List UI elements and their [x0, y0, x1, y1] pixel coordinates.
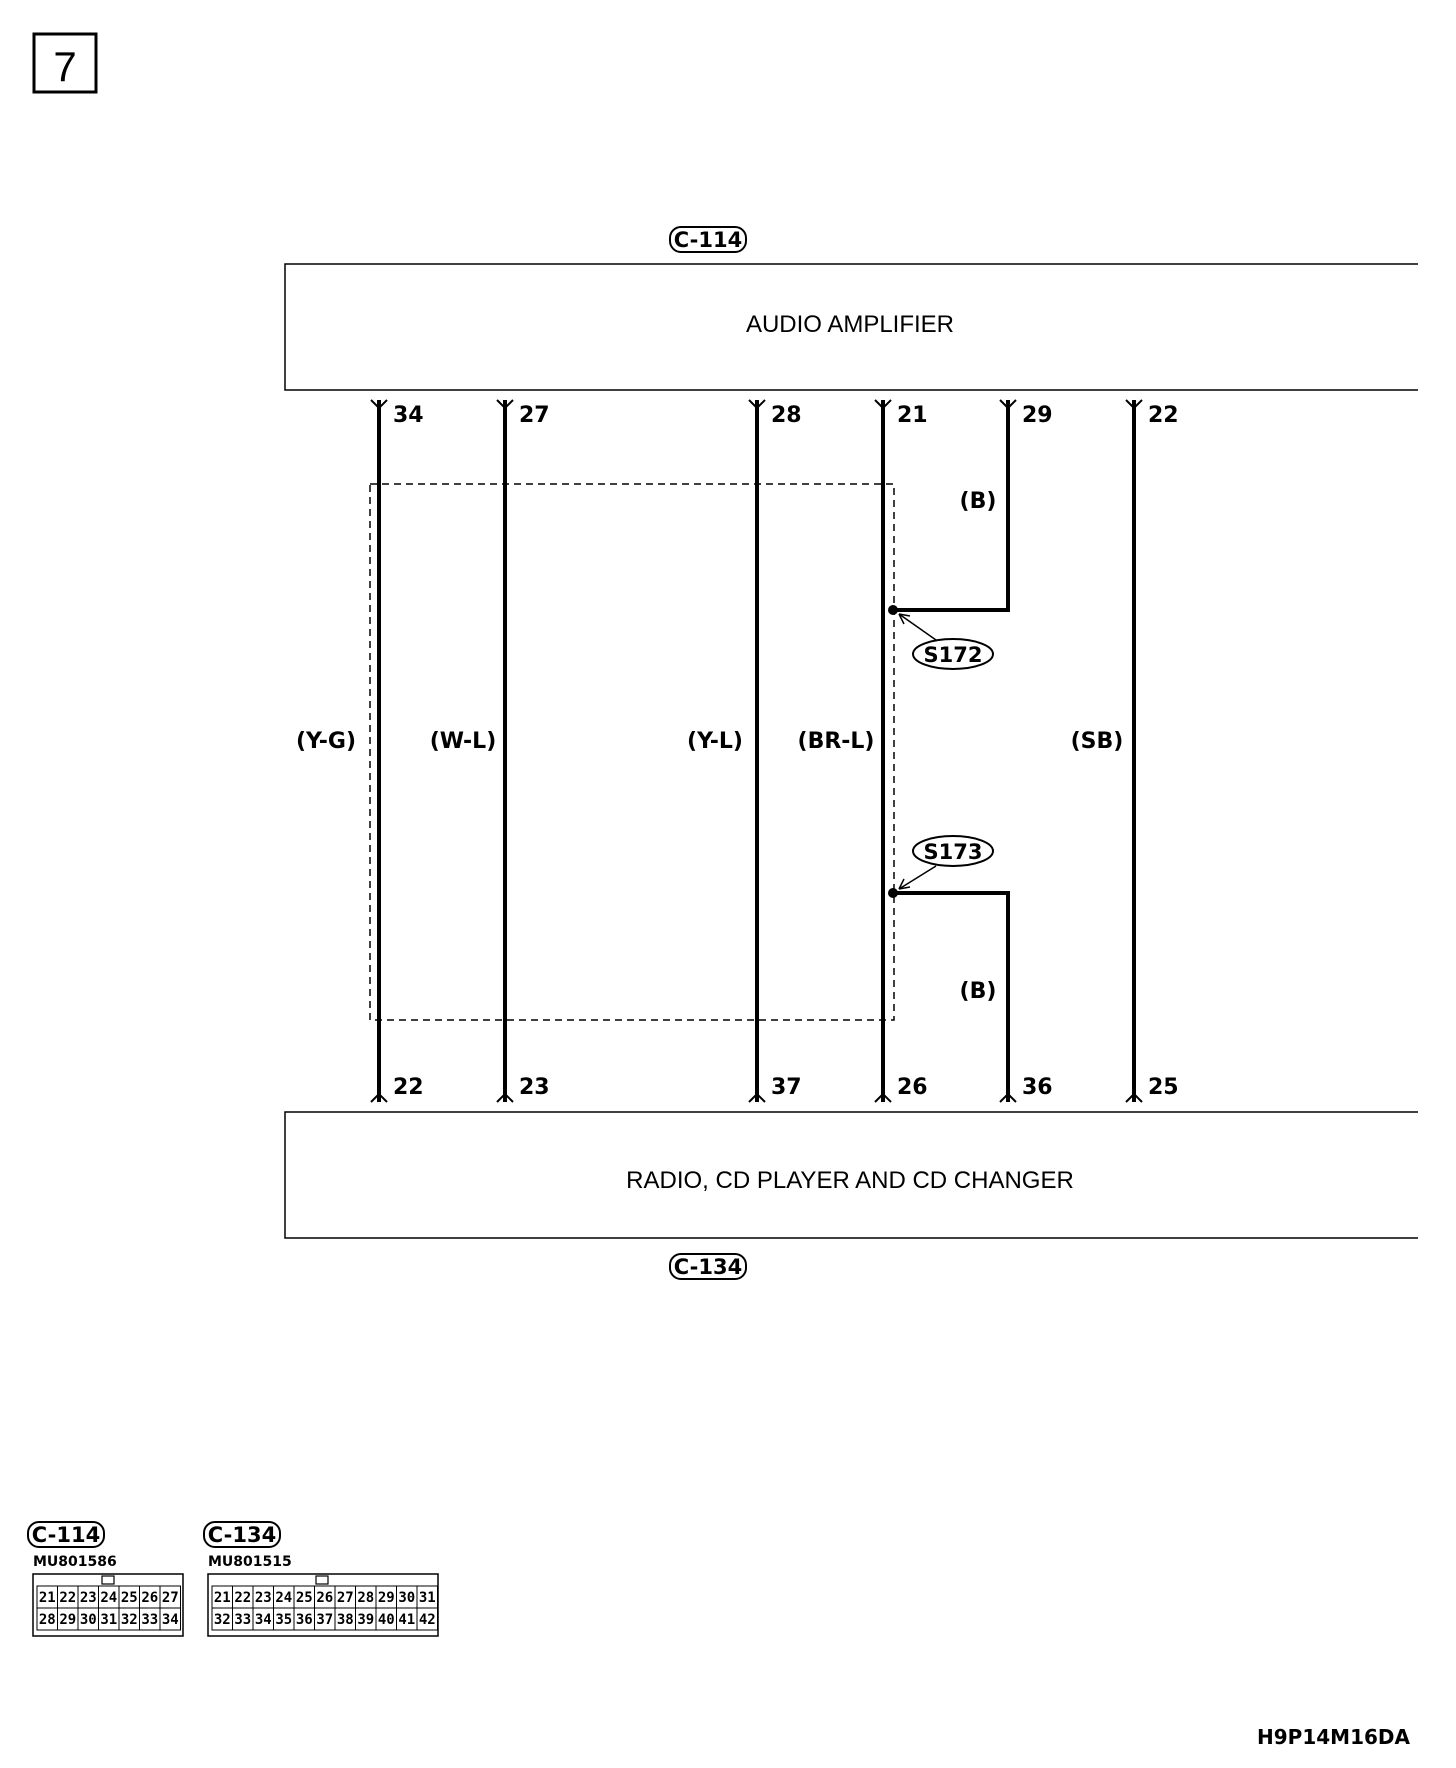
connector-pin-number: 34 [161, 1612, 179, 1628]
connector-pin-number: 39 [357, 1612, 375, 1628]
connector-pin-number: 24 [100, 1590, 118, 1606]
audio-amplifier-box [285, 264, 1418, 390]
wire-1 [296, 400, 424, 1102]
connector-pin-number: 29 [377, 1590, 395, 1606]
connector-pin-number: 26 [141, 1590, 159, 1606]
connector-view-c134 [204, 1522, 438, 1636]
connector-pin-number: 30 [398, 1590, 416, 1606]
connector-pin-number: 42 [418, 1612, 436, 1628]
connector-pin-number: 41 [398, 1612, 416, 1628]
connector-tag-c114 [670, 227, 746, 252]
pin-label-top: 27 [519, 403, 550, 428]
connector-latch [102, 1576, 114, 1584]
connector-tag-c134 [670, 1254, 746, 1279]
figure-code: H9P14M16DA [1257, 1725, 1410, 1749]
connector-pin-number: 37 [316, 1612, 334, 1628]
connector-tag-c134-label: C-134 [673, 1255, 743, 1279]
connector-part-number: MU801586 [33, 1554, 117, 1570]
connector-pin-number: 22 [59, 1590, 77, 1606]
connector-pin-number: 35 [275, 1612, 293, 1628]
wire-color-label: (BR-L) [797, 729, 875, 754]
splice-dot [888, 888, 898, 898]
connector-pin-number: 32 [213, 1612, 231, 1628]
pin-label-bottom: 22 [393, 1075, 424, 1100]
connector-view-c114 [28, 1522, 183, 1636]
splice-dot [888, 605, 898, 615]
connector-latch [316, 1576, 328, 1584]
pin-label-top: 34 [393, 403, 424, 428]
connector-pin-number: 31 [418, 1590, 436, 1606]
radio-label: RADIO, CD PLAYER AND CD CHANGER [626, 1167, 1074, 1194]
connector-pin-number: 30 [79, 1612, 97, 1628]
connector-pin-number: 24 [275, 1590, 293, 1606]
pin-label-bottom: 26 [897, 1075, 928, 1100]
connector-pin-number: 23 [79, 1590, 97, 1606]
page-number-box [34, 34, 96, 92]
wire-color-label-lower: (B) [959, 979, 997, 1004]
connector-pin-number: 33 [234, 1612, 252, 1628]
pin-label-top: 28 [771, 403, 802, 428]
connector-pin-number: 21 [213, 1590, 231, 1606]
pin-label-top: 22 [1148, 403, 1179, 428]
wire-5 [893, 400, 1053, 1102]
connector-pin-number: 33 [141, 1612, 159, 1628]
pin-label-top: 29 [1022, 403, 1053, 428]
connector-pin-number: 38 [336, 1612, 354, 1628]
connector-part-number: MU801515 [208, 1554, 292, 1570]
pin-label-top: 21 [897, 403, 928, 428]
connector-pin-number: 29 [59, 1612, 77, 1628]
connector-pin-number: 21 [38, 1590, 56, 1606]
connector-pin-number: 31 [100, 1612, 118, 1628]
connector-pin-number: 27 [336, 1590, 354, 1606]
pin-label-bottom: 25 [1148, 1075, 1179, 1100]
connector-pin-number: 26 [316, 1590, 334, 1606]
splice-s172 [888, 605, 993, 669]
connector-pin-number: 28 [357, 1590, 375, 1606]
wire-3 [687, 400, 802, 1102]
connector-pin-number: 22 [234, 1590, 252, 1606]
connector-pin-number: 40 [377, 1612, 395, 1628]
wire-4 [798, 400, 928, 1102]
wire-color-label: (W-L) [429, 729, 497, 754]
connector-pin-number: 34 [254, 1612, 272, 1628]
pin-label-bottom: 36 [1022, 1075, 1053, 1100]
pin-label-bottom: 23 [519, 1075, 550, 1100]
wire-color-label: (SB) [1070, 729, 1124, 754]
connector-tag-c114-label: C-114 [673, 228, 743, 252]
wire-color-label: (Y-L) [687, 729, 743, 754]
connector-view-id: C-134 [207, 1523, 277, 1547]
wire-color-label-upper: (B) [959, 489, 997, 514]
wire-6 [1071, 400, 1179, 1102]
splice-s172-label: S172 [923, 643, 983, 667]
connector-pin-number: 27 [161, 1590, 179, 1606]
connector-pin-number: 28 [38, 1612, 56, 1628]
connector-pin-number: 32 [120, 1612, 138, 1628]
pin-label-bottom: 37 [771, 1075, 802, 1100]
connector-pin-number: 36 [295, 1612, 313, 1628]
connector-pin-number: 25 [120, 1590, 138, 1606]
page-number: 7 [53, 43, 77, 90]
connector-view-id: C-114 [31, 1523, 101, 1547]
connector-pin-number: 25 [295, 1590, 313, 1606]
connector-pin-number: 23 [254, 1590, 272, 1606]
splice-s173 [888, 836, 993, 898]
wire-2 [430, 400, 550, 1102]
splice-s173-label: S173 [923, 840, 983, 864]
audio-amplifier-label: AUDIO AMPLIFIER [745, 311, 955, 338]
radio-box [285, 1112, 1418, 1238]
wire-color-label: (Y-G) [296, 729, 356, 754]
